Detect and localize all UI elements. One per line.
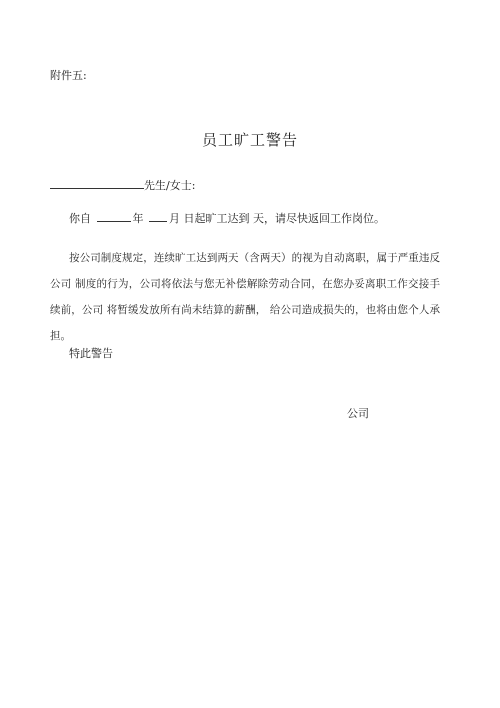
absence-notice bbox=[69, 210, 385, 226]
employee-name-blank bbox=[50, 177, 144, 189]
salutation-suffix: 先生/女士: bbox=[144, 179, 196, 192]
month-blank bbox=[149, 210, 167, 222]
document-title: 员工旷工警告 bbox=[201, 131, 298, 149]
closing-line: 特此警告 bbox=[69, 347, 113, 360]
year-label: 年 bbox=[132, 212, 144, 225]
salutation bbox=[50, 177, 195, 193]
notice-prefix: 你自 bbox=[69, 212, 91, 225]
policy-text: 按公司制度规定，连续旷工达到两天（含两天）的视为自动离职，属于严重违反公司 制度的行为，公司将依法与您无补偿解除劳动合同，在您办妥离职工作交接手续前，公司 将暂缓发放所有尚未结算的薪酬， 给公司造成损失的，也将由您个人承担。 bbox=[50, 252, 440, 342]
attachment-label: 附件五: bbox=[50, 69, 87, 82]
company-signature: 公司 bbox=[347, 407, 369, 420]
notice-suffix: 日起旷工达到 天，请尽快返回工作岗位。 bbox=[183, 212, 385, 225]
month-label: 月 bbox=[169, 212, 180, 225]
policy-paragraph bbox=[50, 245, 440, 349]
year-blank bbox=[97, 210, 131, 222]
